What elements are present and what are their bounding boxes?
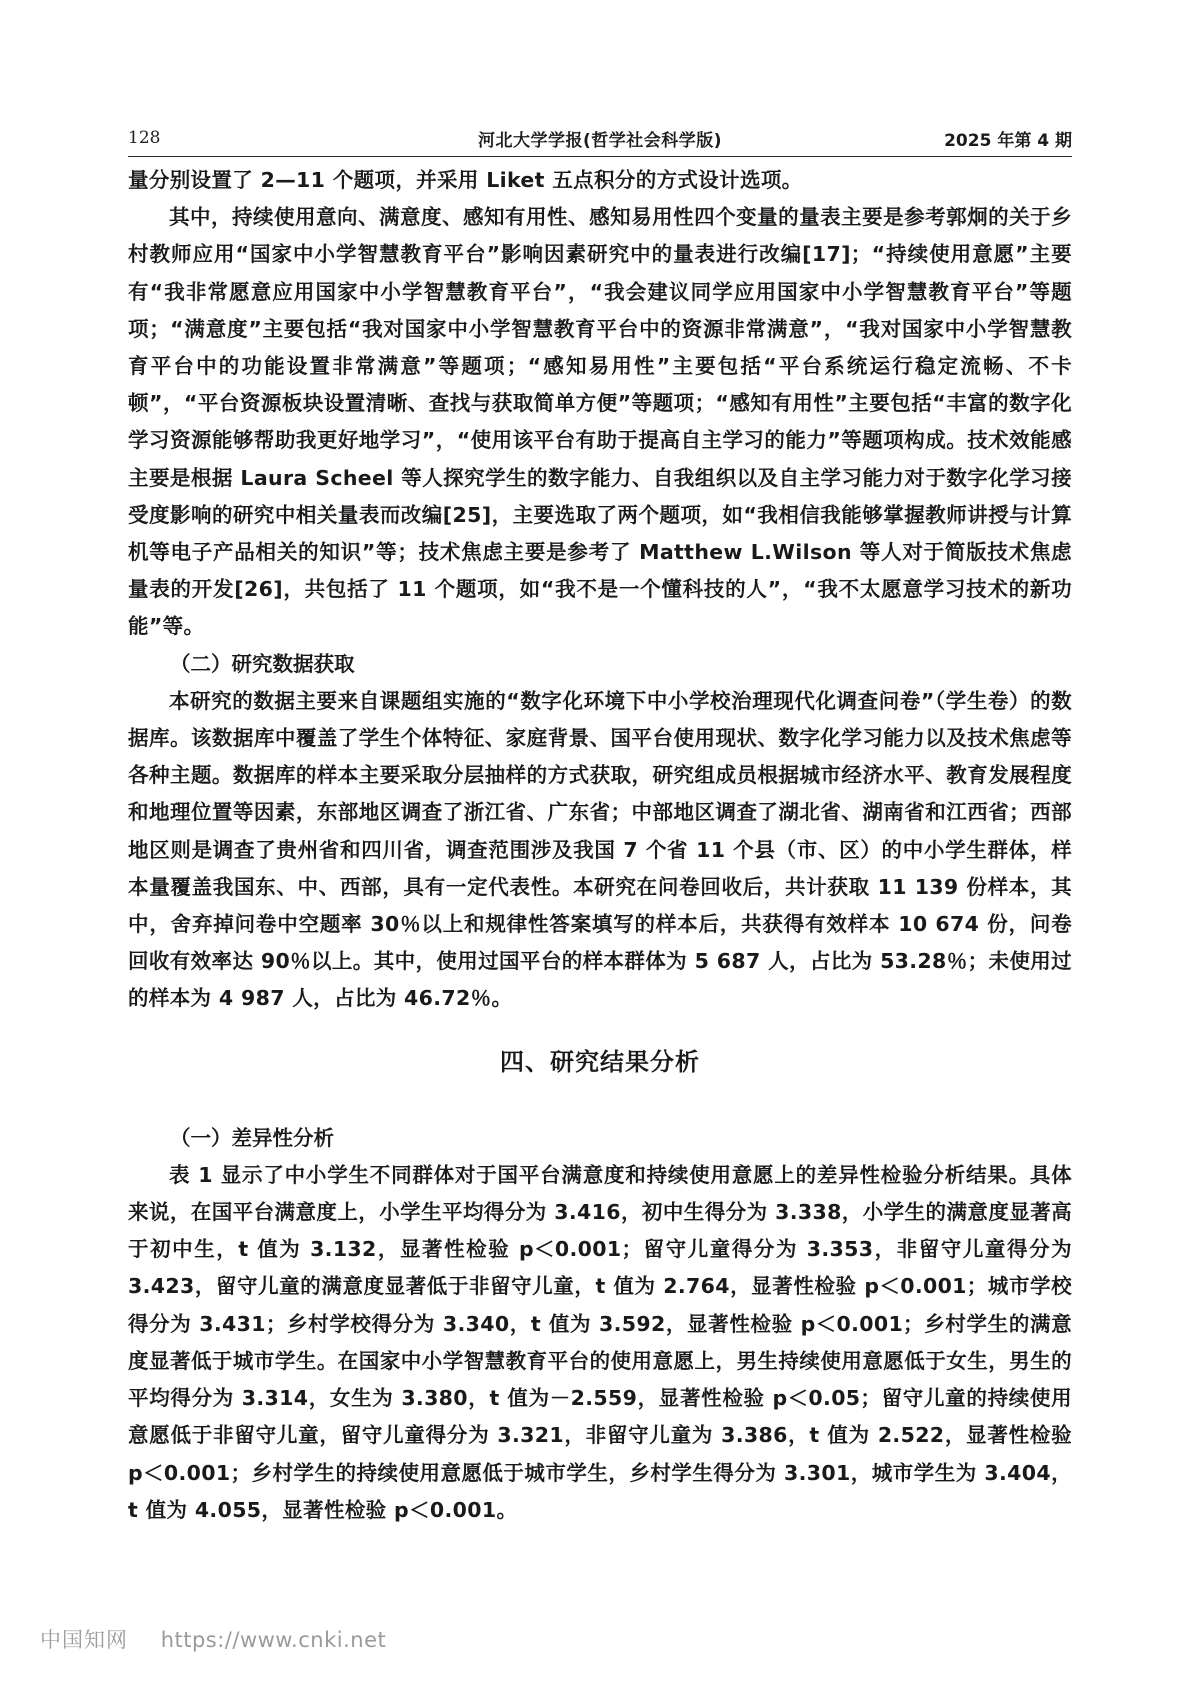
site-url-link[interactable]: https://www.cnki.net [160,1628,387,1652]
paragraph-data-acquisition: 本研究的数据主要来自课题组实施的“数字化环境下中小学校治理现代化调查问卷”（学生卷）的数据库。该数据库中覆盖了学生个体特征、家庭背景、国平台使用现状、数字化学习能力以及技术焦虑等各种主题。数据库的样本主要采取分层抽样的方式获取，研究组成员根据城市经济水平、教育发展程度和地理位置等因素，东部地区调查了浙江省、广东省；中部地区调查了湖北省、湖南省和江西省；西部地区则是调查了贵州省和四川省，调查范围涉及我国 7 个省 11 个县（市、区）的中小学生群体，样本量覆盖我国东、中、西部，具有一定代表性。本研究在问卷回收后，共计获取 11 139 份样本，其中，舍弃掉问卷中空题率 30％以上和规律性答案填写的样本后，共获得有效样本 10 674 份，问卷回收有效率达 90％以上。其中，使用过国平台的样本群体为 5 687 人，占比为 53.28％；未使用过的样本为 4 987 人，占比为 46.72％。 [128,688,1072,1011]
page-number: 128 [128,128,161,148]
paragraph-scale-sources: 其中，持续使用意向、满意度、感知有用性、感知易用性四个变量的量表主要是参考郭炯的关于乡村教师应用“国家中小学智慧教育平台”影响因素研究中的量表进行改编[17]；“持续使用意愿”主要有“我非常愿意应用国家中小学智慧教育平台”，“我会建议同学应用国家中小学智慧教育平台”等题项；“满意度”主要包括“我对国家中小学智慧教育平台中的资源非常满意”，“我对国家中小学智慧教育平台中的功能设置非常满意”等题项；“感知易用性”主要包括“平台系统运行稳定流畅、不卡顿”，“平台资源板块设置清晰、查找与获取简单方便”等题项；“感知有用性”主要包括“丰富的数字化学习资源能够帮助我更好地学习”，“使用该平台有助于提高自主学习的能力”等题项构成。技术效能感主要是根据 Laura Scheel 等人探究学生的数字能力、自我组织以及自主学习能力对于数字化学习接受度影响的研究中相关量表而改编[25]，主要选取了两个题项，如“我相信我能够掌握教师讲授与计算机等电子产品相关的知识”等；技术焦虑主要是参考了 Matthew L.Wilson 等人对于简版技术焦虑量表的开发[26]，共包括了 11 个题项，如“我不是一个懂科技的人”，“我不太愿意学习技术的新功能”等。 [128,205,1072,639]
journal-title: 河北大学学报(哲学社会科学版) [477,131,723,151]
paragraph-difference-analysis: 表 1 显示了中小学生不同群体对于国平台满意度和持续使用意愿上的差异性检验分析结果。具体来说，在国平台满意度上，小学生平均得分为 3.416，初中生得分为 3.338，小学生的满意度显著高于初中生，t 值为 3.132，显著性检验 p＜0.001；留守儿童得分为 3.353，非留守儿童得分为 3.423，留守儿童的满意度显著低于非留守儿童，t 值为 2.764，显著性检验 p＜0.001；城市学校得分为 3.431；乡村学校得分为 3.340，t 值为 3.592，显著性检验 p＜0.001；乡村学生的满意度显著低于城市学生。在国家中小学智慧教育平台的使用意愿上，男生持续使用意愿低于女生，男生的平均得分为 3.314，女生为 3.380，t 值为－2.559，显著性检验 p＜0.05；留守儿童的持续使用意愿低于非留守儿童，留守儿童得分为 3.321，非留守儿童为 3.386，t 值为 2.522，显著性检验 p＜0.001；乡村学生的持续使用意愿低于城市学生，乡村学生得分为 3.301，城市学生为 3.404，t 值为 4.055，显著性检验 p＜0.001。 [128,1162,1072,1522]
paragraph-scale-items: 量分别设置了 2—11 个题项，并采用 Liket 五点积分的方式设计选项。 [128,168,803,192]
subheading-data-acquisition: （二）研究数据获取 [170,651,355,676]
site-name: 中国知网 [40,1628,128,1652]
article-body [128,162,1072,1529]
watermark-footer [40,1624,386,1654]
issue-info: 2025 年第 4 期 [944,131,1072,151]
section-title: 四、研究结果分析 [500,1047,700,1076]
subheading-difference-analysis: （一）差异性分析 [170,1125,334,1150]
page-header [128,116,1072,157]
section-spacer [128,1092,1072,1120]
